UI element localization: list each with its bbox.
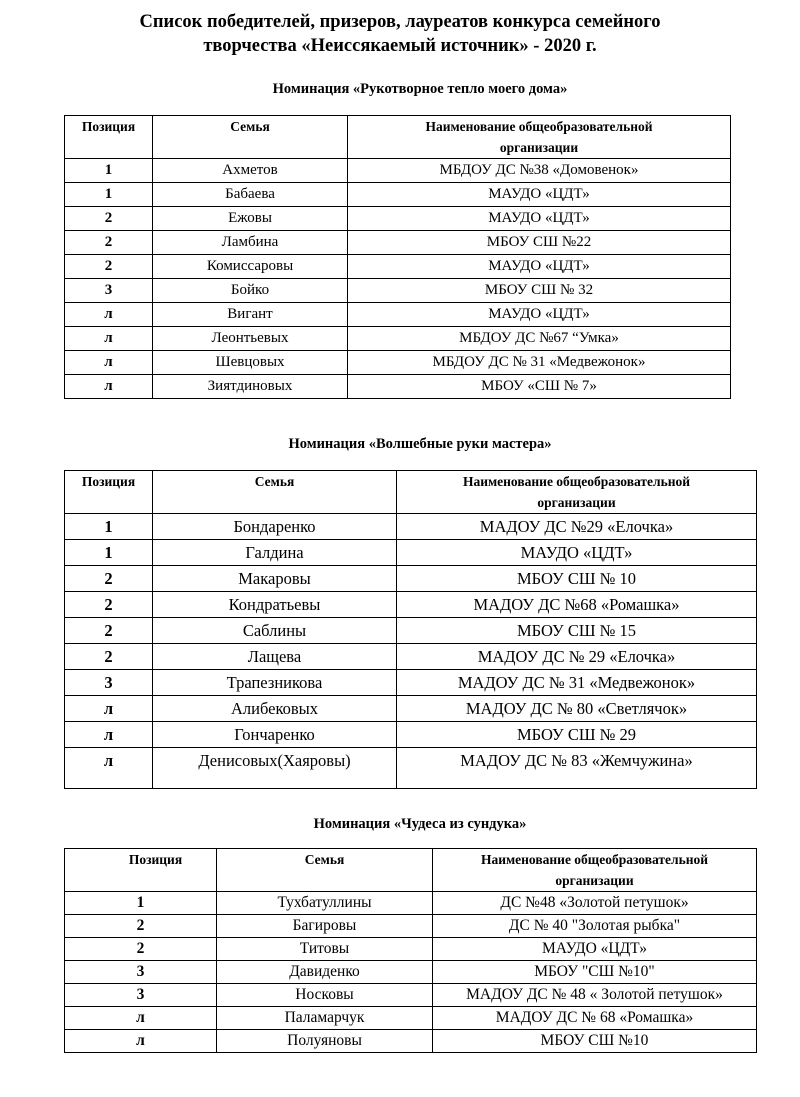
table-row	[65, 279, 731, 303]
table-row	[65, 207, 731, 231]
header-organization-line-1: Наименование общеобразовательной	[425, 119, 653, 134]
nomination-table-3	[64, 848, 757, 1053]
position-cell: л	[65, 1007, 217, 1030]
table-row	[65, 375, 731, 399]
header-organization-line-2: организации	[499, 140, 579, 155]
position-cell: 2	[65, 915, 217, 938]
family-cell: Гончаренко	[153, 722, 397, 748]
table-row	[65, 159, 731, 183]
organization-cell: МАУДО «ЦДТ»	[397, 540, 757, 566]
organization-cell: МБОУ «СШ № 7»	[348, 375, 731, 399]
family-cell: Галдина	[153, 540, 397, 566]
nomination-title-3: Номинация «Чудеса из сундука»	[313, 816, 527, 832]
family-cell: Кондратьевы	[153, 592, 397, 618]
header-position: Позиция	[65, 849, 217, 892]
table-row	[65, 670, 757, 696]
family-cell: Тухбатуллины	[217, 892, 433, 915]
table-row	[65, 915, 757, 938]
document-title	[0, 10, 800, 58]
table-row	[65, 566, 757, 592]
header-organization-line-1: Наименование общеобразовательной	[480, 852, 709, 867]
header-position: Позиция	[65, 471, 153, 514]
table-row	[65, 351, 731, 375]
position-cell: 2	[65, 566, 153, 592]
family-cell: Лащева	[153, 644, 397, 670]
table-row	[65, 1007, 757, 1030]
organization-cell: МБОУ СШ №22	[348, 231, 731, 255]
document-title-line-1: Список победителей, призеров, лауреатов конкурса семейного	[139, 12, 661, 32]
family-cell: Бабаева	[153, 183, 348, 207]
header-family: Семья	[153, 471, 397, 514]
table-row	[65, 540, 757, 566]
position-cell: 3	[65, 279, 153, 303]
organization-cell: МАДОУ ДС № 29 «Елочка»	[397, 644, 757, 670]
table-header-row	[65, 849, 757, 892]
table-row	[65, 1030, 757, 1053]
organization-cell: МАУДО «ЦДТ»	[348, 207, 731, 231]
table-row	[65, 231, 731, 255]
family-cell: Шевцовых	[153, 351, 348, 375]
nomination-title-2: Номинация «Волшебные руки мастера»	[288, 436, 552, 452]
position-cell: л	[65, 327, 153, 351]
position-cell: 3	[65, 670, 153, 696]
organization-cell: МАДОУ ДС № 80 «Светлячок»	[397, 696, 757, 722]
table-row	[65, 255, 731, 279]
organization-cell: МБОУ СШ № 15	[397, 618, 757, 644]
table-row	[65, 592, 757, 618]
family-cell: Леонтьевых	[153, 327, 348, 351]
organization-cell: МАДОУ ДС №68 «Ромашка»	[397, 592, 757, 618]
header-family: Семья	[153, 116, 348, 159]
position-cell: 2	[65, 644, 153, 670]
organization-cell: МАДОУ ДС № 68 «Ромашка»	[433, 1007, 757, 1030]
position-cell: 1	[65, 183, 153, 207]
position-cell: 1	[65, 514, 153, 540]
document-title-line-2: творчества «Неиссякаемый источник» - 2020 г.	[203, 36, 597, 56]
position-cell: л	[65, 722, 153, 748]
table-row	[65, 618, 757, 644]
position-cell: 2	[65, 207, 153, 231]
table-row	[65, 183, 731, 207]
table-row	[65, 514, 757, 540]
organization-cell: МБОУ СШ №10	[433, 1030, 757, 1053]
position-cell: л	[65, 748, 153, 789]
organization-cell: МАУДО «ЦДТ»	[433, 938, 757, 961]
family-cell: Ламбина	[153, 231, 348, 255]
header-family: Семья	[217, 849, 433, 892]
family-cell: Титовы	[217, 938, 433, 961]
organization-cell: МБОУ СШ № 29	[397, 722, 757, 748]
table-row	[65, 644, 757, 670]
family-cell: Ахметов	[153, 159, 348, 183]
position-cell: 3	[65, 984, 217, 1007]
organization-cell: МАУДО «ЦДТ»	[348, 183, 731, 207]
position-cell: 2	[65, 938, 217, 961]
organization-cell: МБДОУ ДС №38 «Домовенок»	[348, 159, 731, 183]
family-cell: Макаровы	[153, 566, 397, 592]
table-header-row	[65, 471, 757, 514]
header-organization-line-2: организации	[555, 873, 634, 888]
header-organization	[433, 849, 757, 892]
table-row	[65, 303, 731, 327]
header-organization	[348, 116, 731, 159]
organization-cell: МБОУ СШ № 10	[397, 566, 757, 592]
table-row	[65, 327, 731, 351]
nomination-table-2	[64, 470, 757, 789]
family-cell: Саблины	[153, 618, 397, 644]
organization-cell: МАУДО «ЦДТ»	[348, 255, 731, 279]
organization-cell: ДС № 40 "Золотая рыбка"	[433, 915, 757, 938]
family-cell: Давиденко	[217, 961, 433, 984]
position-cell: л	[65, 375, 153, 399]
family-cell: Бондаренко	[153, 514, 397, 540]
family-cell: Багировы	[217, 915, 433, 938]
family-cell: Зиятдиновых	[153, 375, 348, 399]
family-cell: Ежовы	[153, 207, 348, 231]
organization-cell: МБДОУ ДС № 31 «Медвежонок»	[348, 351, 731, 375]
position-cell: л	[65, 1030, 217, 1053]
position-cell: л	[65, 696, 153, 722]
organization-cell: МБОУ СШ № 32	[348, 279, 731, 303]
position-cell: л	[65, 351, 153, 375]
table-row	[65, 722, 757, 748]
position-cell: 2	[65, 255, 153, 279]
position-cell: 2	[65, 592, 153, 618]
family-cell: Трапезникова	[153, 670, 397, 696]
position-cell: 1	[65, 159, 153, 183]
family-cell: Паламарчук	[217, 1007, 433, 1030]
table-row	[65, 984, 757, 1007]
family-cell: Комиссаровы	[153, 255, 348, 279]
family-cell: Вигант	[153, 303, 348, 327]
position-cell: 2	[65, 618, 153, 644]
table-row	[65, 748, 757, 789]
family-cell: Носковы	[217, 984, 433, 1007]
table-header-row	[65, 116, 731, 159]
header-organization-line-1: Наименование общеобразовательной	[462, 474, 691, 489]
nomination-table-1	[64, 115, 731, 399]
organization-cell: МАДОУ ДС № 48 « Золотой петушок»	[433, 984, 757, 1007]
position-cell: 1	[65, 892, 217, 915]
position-cell: 2	[65, 231, 153, 255]
position-cell: 3	[65, 961, 217, 984]
family-cell: Полуяновы	[217, 1030, 433, 1053]
family-cell: Бойко	[153, 279, 348, 303]
table-row	[65, 892, 757, 915]
organization-cell: МБДОУ ДС №67 “Умка»	[348, 327, 731, 351]
organization-cell: МАДОУ ДС №29 «Елочка»	[397, 514, 757, 540]
family-cell: Денисовых(Хаяровы)	[153, 748, 397, 789]
position-cell: л	[65, 303, 153, 327]
nomination-title-1: Номинация «Рукотворное тепло моего дома»	[272, 81, 568, 97]
position-cell: 1	[65, 540, 153, 566]
header-position: Позиция	[65, 116, 153, 159]
organization-cell: МАДОУ ДС № 31 «Медвежонок»	[397, 670, 757, 696]
table-row	[65, 938, 757, 961]
organization-cell: МАУДО «ЦДТ»	[348, 303, 731, 327]
organization-cell: ДС №48 «Золотой петушок»	[433, 892, 757, 915]
family-cell: Алибековых	[153, 696, 397, 722]
header-organization	[397, 471, 757, 514]
organization-cell: МАДОУ ДС № 83 «Жемчужина»	[397, 748, 757, 789]
organization-cell: МБОУ "СШ №10"	[433, 961, 757, 984]
header-organization-line-2: организации	[537, 495, 616, 510]
table-row	[65, 961, 757, 984]
table-row	[65, 696, 757, 722]
